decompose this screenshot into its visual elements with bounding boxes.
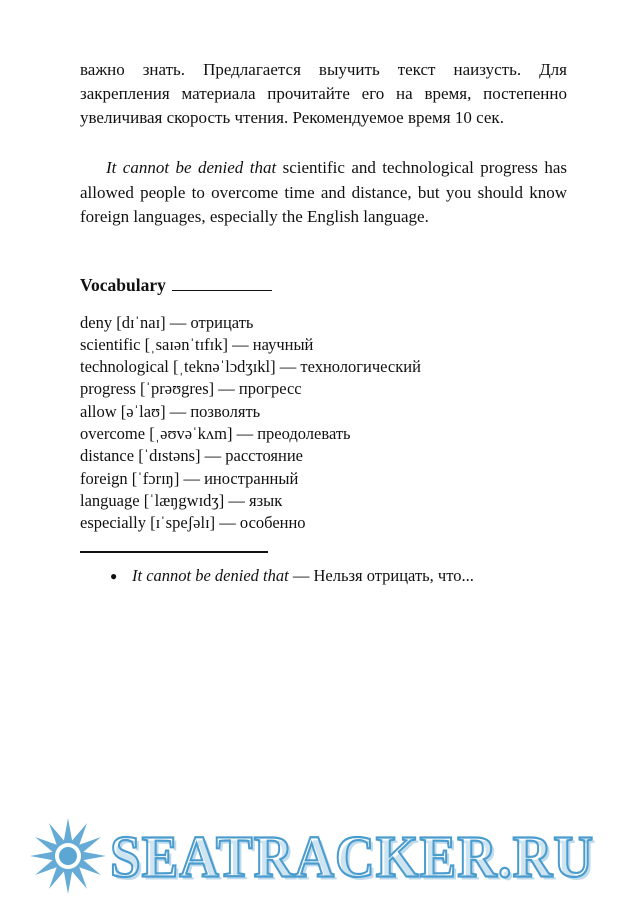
reading-rest: scientific and technological progress has allowed people to overcome time and distance, but you should know foreign languages, especially the English language. <box>80 158 567 226</box>
vocab-entry <box>80 490 567 512</box>
vocab-transcription: [ˈlæŋgwɪdʒ] <box>143 490 225 510</box>
vocab-transcription: [əˈlaʊ] <box>120 401 166 421</box>
vocab-word: allow <box>80 401 117 421</box>
vocab-word: especially <box>80 513 146 533</box>
vocab-word: overcome <box>80 424 146 444</box>
vocab-word: foreign <box>80 468 128 488</box>
vocab-translation: — отрицать <box>169 312 254 332</box>
vocab-transcription: [ˌsaɪənˈtɪfɪk] <box>144 334 228 354</box>
reading-paragraph <box>80 156 567 228</box>
vocab-transcription: [ˌəʊvəˈkʌm] <box>149 424 233 444</box>
vocab-entry <box>80 468 567 490</box>
vocab-word: deny <box>80 312 113 332</box>
vocab-word: scientific <box>80 334 141 354</box>
vocab-translation: — научный <box>232 334 314 354</box>
vocab-word: progress <box>80 379 136 399</box>
vocabulary-heading <box>80 273 567 298</box>
reading-lead-italic: It cannot be denied that <box>106 158 277 178</box>
vocab-transcription: [ɪˈspeʃəlɪ] <box>150 513 216 533</box>
vocab-translation: — прогресс <box>218 379 302 399</box>
vocab-entry <box>80 401 567 423</box>
vocab-transcription: [ˈfɔrɪŋ] <box>131 468 180 488</box>
vocab-entry <box>80 512 567 534</box>
vocab-translation: — позволять <box>169 401 261 421</box>
vocab-translation: — язык <box>228 490 283 510</box>
bullet-icon: ● <box>110 568 118 583</box>
vocab-transcription: [dɪˈnaɪ] <box>116 312 166 332</box>
note-rest: — Нельзя отрицать, что... <box>288 565 474 585</box>
vocabulary-underline <box>172 290 272 291</box>
vocab-entry <box>80 423 567 445</box>
vocab-word: technological <box>80 357 169 377</box>
vocab-transcription: [ˈdɪstəns] <box>138 446 201 466</box>
vocab-word: distance <box>80 446 135 466</box>
vocab-entry <box>80 445 567 467</box>
vocab-translation: — расстояние <box>204 446 303 466</box>
vocab-translation: — технологический <box>279 357 421 377</box>
vocab-transcription: [ˌteknəˈlɔdʒɪkl] <box>173 357 276 377</box>
watermark-text: SEATRACKER.RU <box>110 823 595 889</box>
vocab-translation: — преодолевать <box>236 424 351 444</box>
note-italic: It cannot be denied that <box>132 565 289 585</box>
vocab-entry <box>80 378 567 400</box>
vocab-translation: — особенно <box>219 513 306 533</box>
intro-paragraph: важно знать. Предлагается выучить текст наизусть. Для закрепления материала прочитайте его на время, постепенно увеличивая скорость чтения. Рекомендуемое время 10 сек. <box>80 60 567 128</box>
note-separator <box>80 551 268 553</box>
vocabulary-list <box>80 312 567 535</box>
sun-logo-icon <box>28 816 108 896</box>
note-item <box>80 564 567 587</box>
vocab-entry <box>80 334 567 356</box>
vocab-word: language <box>80 490 140 510</box>
vocab-translation: — иностранный <box>183 468 299 488</box>
vocab-entry <box>80 312 567 334</box>
vocab-transcription: [ˈprəʊgres] <box>140 379 215 399</box>
watermark <box>28 813 619 899</box>
vocabulary-title: Vocabulary <box>80 274 166 295</box>
vocab-entry <box>80 356 567 378</box>
